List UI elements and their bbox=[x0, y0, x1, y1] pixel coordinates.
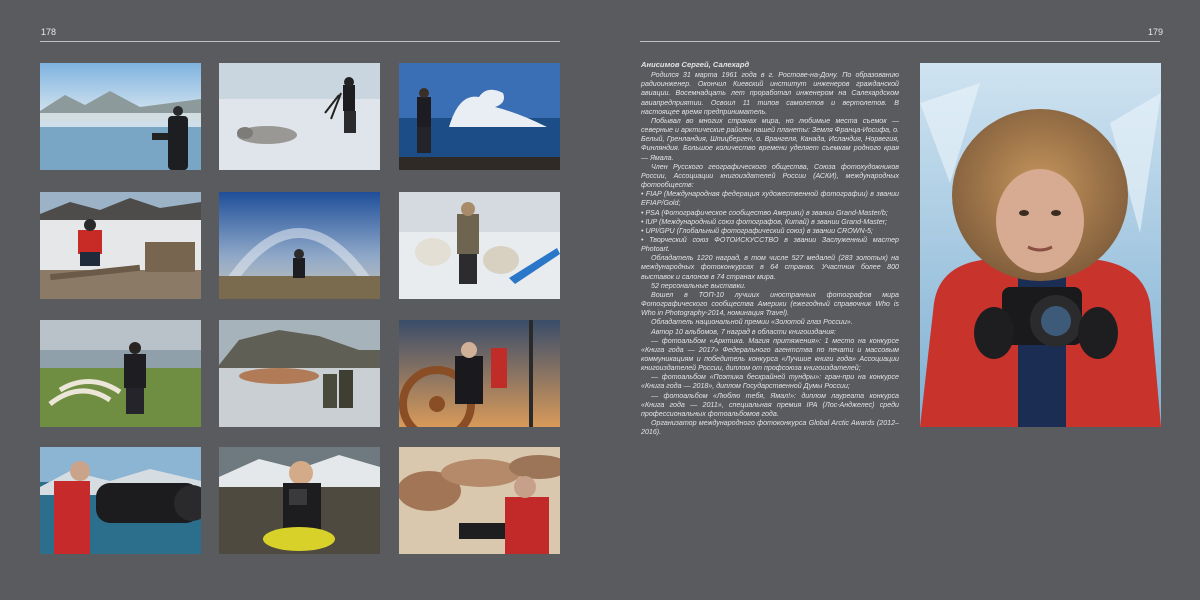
bio-bullet: • IUP (Международный союз фотографов, Китай) в звании Grand-Master; bbox=[641, 217, 888, 226]
bio-paragraph: Член Русского географического общества, Союза фотохудожников России, Ассоциации книгоиздателей России (АСКИ), международных фотообществ: bbox=[641, 162, 899, 190]
bio-paragraph: Вошел в ТОП-10 лучших иностранных фотографов мира Фотографического сообщества Америки (ежегодный справочник Who is Who in Photography-2014, номинация Travel). bbox=[641, 290, 899, 318]
bio-paragraph: Родился 31 марта 1961 года в г. Ростове-на-Дону. По образованию радиоинженер. Окончил Киевский институт инженеров гражданской авиации. Восемнадцать лет проработал инженером на Салехардском авиапредприятии. Освоил 11 типов самолетов и вертолетов. В настоящее время предприниматель. bbox=[641, 71, 899, 116]
author-name: Анисимов Сергей, Салехард bbox=[641, 60, 750, 69]
bio-bullet: • FIAP (Международная федерация художественной фотографии) в звании EFIAP/Gold; bbox=[641, 190, 899, 208]
bio-bullet: • UPI/GPU (Глобальный фотографический союз) в звании CROWN-5; bbox=[641, 226, 873, 235]
bio-paragraph: — фотоальбом «Поэтика бескрайней тундры»: гран-при на конкурсе «Книга года — 2018», диплом Государственной Думы России; bbox=[641, 373, 899, 391]
bio-paragraph: Организатор международного фотоконкурса Global Arctic Awards (2012–2016). bbox=[641, 419, 899, 437]
walruses-photographer-photo bbox=[399, 447, 560, 554]
fur-hat-photographer-portrait bbox=[920, 63, 1161, 427]
seal-on-ice-photo bbox=[219, 63, 380, 170]
bio-bullet: • PSA (Фотографическое сообщество Америки) в звании Grand-Master/b; bbox=[641, 208, 888, 217]
fogbow-photographer-photo bbox=[219, 192, 380, 299]
bio-paragraph: — фотоальбом «Люблю тебя, Ямал!»: диплом лауреата конкурса «Книга года — 2011», специальная премия IPA (Лос-Анджелес) среди профессиональных фотоальбомов года. bbox=[641, 391, 899, 418]
page-number-left: 178 bbox=[41, 27, 57, 37]
sled-dogs-photo bbox=[399, 192, 560, 299]
photographer-on-misty-lake-photo bbox=[40, 63, 201, 170]
bio-paragraph: Автор 10 альбомов, 7 наград в области книгоиздания: bbox=[651, 327, 836, 336]
telephoto-lens-photographer-photo bbox=[40, 447, 201, 554]
bio-paragraph: Обладатель национальной премии «Золотой глаз России». bbox=[651, 318, 853, 327]
bio-paragraph: 52 персональные выставки. bbox=[651, 281, 746, 290]
bio-paragraph: Обладатель 1220 наград, в том числе 527 медалей (283 золотых) на международных фотоконкурсах в 64 странах. Участник более 800 выставок и салонов в 74 странах мира. bbox=[641, 254, 899, 281]
photographer-yellow-flowers-photo bbox=[219, 447, 380, 554]
page-number-right: 179 bbox=[1148, 27, 1164, 37]
bio-bullet: • Творческий союз ФОТОИСКУССТВО в звании Заслуженный мастер Photoart. bbox=[641, 235, 899, 254]
photographer-with-iceberg-photo bbox=[399, 63, 560, 170]
whale-bones-photo bbox=[40, 320, 201, 427]
photographer-red-jacket-driftwood-photo bbox=[40, 192, 201, 299]
header-rule-left bbox=[40, 41, 560, 42]
walrus-colony-shore-photo bbox=[219, 320, 380, 427]
header-rule-right bbox=[640, 41, 1160, 42]
ship-wheel-photo bbox=[399, 320, 560, 427]
biography-text bbox=[641, 60, 899, 437]
bio-paragraph: — фотоальбом «Арктика. Магия притяжения»: 1 место на конкурсе «Книга года — 2017» Федерального агентства по печати и массовым коммуникациям и победитель конкурса «Лучшие книги года» Ассоциации книгоиздателей России, диплом от профсоюза книгоиздателей; bbox=[641, 336, 899, 373]
bio-paragraph: Побывал во многих странах мира, но любимые места съемок — северные и арктические районы нашей планеты: Земля Франца-Иосифа, о. Белый, Гренландия, Шпицберген, о. Врангеля, Канада, Исландия, Норвегия, Финляндия. Большое количество времени уделяет съемкам родного края — Ямала. bbox=[641, 116, 899, 162]
